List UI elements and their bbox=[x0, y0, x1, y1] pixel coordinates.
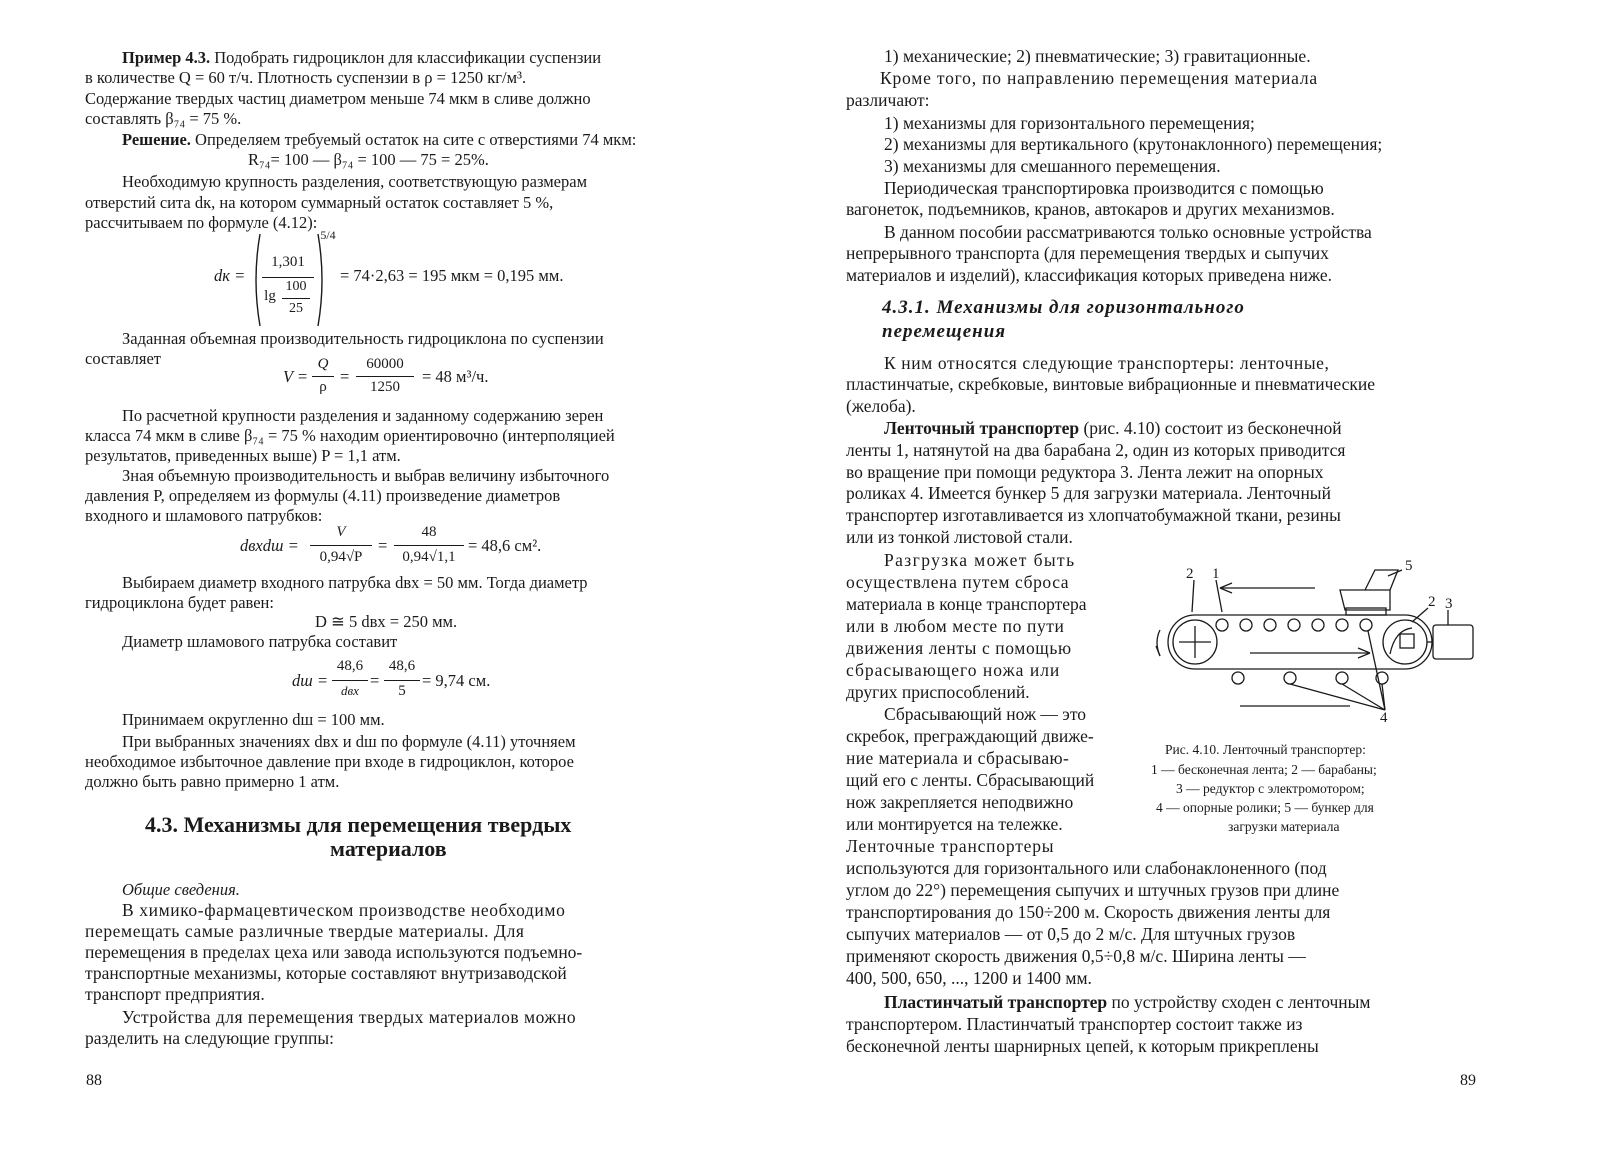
equation-residue: R₇₄= 100 — β₇₄ = 100 — 75 = 25%. bbox=[248, 150, 489, 169]
text-line: 400, 500, 650, ..., 1200 и 1400 мм. bbox=[846, 968, 1092, 988]
text-line: составлять β₇₄ = 75 %. bbox=[85, 109, 242, 128]
section-heading-cont: материалов bbox=[330, 836, 447, 861]
text-line: Ленточный транспортер (рис. 4.10) состоит из бесконечной bbox=[884, 418, 1342, 438]
text-line: Необходимую крупность разделения, соответствующую размерам bbox=[122, 172, 588, 191]
left-page: Пример 4.3. Подобрать гидроциклон для классификации суспензии в количестве Q = 60 т/ч. Плотность суспензии в ρ = 1250 кг/м³. Содержание твердых частиц диаметром меньше 74 мкм в сливе должно составлять β₇₄ = 75 %. Решение. Определяем требуемый остаток на сите с отверстиями 74 мкм: R₇₄= 100 — β₇₄ = 100 — 75 = 25%. Необходимую крупность разделения, соответствующую размерам отверстий сита dк, на котором суммарный остаток составляет 5 %, рассчитываем по формуле (4.12): dк = 1,301 lg 100 25 5/4 = 74·2,63 = 195 мкм = 0,195 мм. Заданная объемная производительность гидроциклона по суспензии составляет V = Q ρ = 60000 1250 = 48 м³/ч. По расчетной крупности разделения и заданному содержанию зерен класса 74 мкм в сливе β₇₄ = 75 % находим ориентировочно (интерполяцией результатов, приведенных выше) P = 1,1 атм. Зная объемную производительность и выбрав величину избыточного давления P, определяем из формулы (4.11) произведение диаметров входного и шламового патрубков: dвхdш = V 0,94√P = 48 0,94√1,1 = 48,6 см². Выбираем диаметр входного патрубка dвх = 50 мм. Тогда диаметр гидроциклона будет равен: D ≅ 5 dвх = 250 мм. Диаметр шламового патрубка составит dш = 48,6 dвх = 48,6 5 = 9,74 см. Принимаем округленно dш = 100 мм. При выбранных значениях dвх и dш по формуле (4.11) уточняем необходимое избыточное давление при входе в гидроциклон, которое должно быть равно примерно 1 атм. 4.3. Механизмы для перемещения твердых материалов Общие сведения. В химико-фармацевтическом производстве необходимо перемещать самые различные твердые материалы. Для перемещения в пределах цеха или завода используются подъемно- транспортные механизмы, которые составляют внутризаводской транспорт предприятия. Устройства для перемещения твердых материалов можно разделить на следующие группы: 88 bbox=[85, 48, 637, 1089]
fig-label-2b: 2 bbox=[1428, 594, 1436, 610]
text-line: материала в конце транспортера bbox=[846, 594, 1087, 614]
text-line: транспортирования до 150÷200 м. Скорость движения ленты для bbox=[846, 902, 1331, 922]
text-line: Кроме того, по направлению перемещения материала bbox=[880, 68, 1318, 88]
text-line: Зная объемную производительность и выбрав величину избыточного bbox=[122, 466, 610, 485]
text-line: гидроциклона будет равен: bbox=[85, 593, 274, 612]
drum-right bbox=[1383, 620, 1427, 664]
fig-label-3: 3 bbox=[1445, 596, 1453, 612]
text-line: отверстий сита dк, на котором суммарный остаток составляет 5 %, bbox=[85, 193, 554, 212]
example-label: Пример 4.3. bbox=[122, 48, 211, 67]
figure-caption-line: 4 — опорные ролики; 5 — бункер для bbox=[1156, 800, 1374, 815]
text-line: перемещать самые различные твердые материалы. Для bbox=[85, 921, 525, 941]
figure-caption-title: Рис. 4.10. Ленточный транспортер: bbox=[1165, 742, 1366, 757]
text-line: 2) механизмы для вертикального (крутонаклонного) перемещения; bbox=[884, 134, 1383, 154]
text-line: непрерывного транспорта (для перемещения твердых и сыпучих bbox=[846, 243, 1329, 263]
text-line: К ним относятся следующие транспортеры: ленточные, bbox=[884, 353, 1330, 373]
equation-diameter: D ≅ 5 dвх = 250 мм. bbox=[315, 612, 458, 631]
text-line: Устройства для перемещения твердых материалов можно bbox=[122, 1007, 577, 1027]
text-line: или в любом месте по пути bbox=[846, 616, 1065, 636]
motor-shape bbox=[1433, 625, 1473, 659]
page-number: 88 bbox=[86, 1072, 102, 1089]
text-line: 3) механизмы для смешанного перемещения. bbox=[884, 156, 1221, 176]
text-line: должно быть равно примерно 1 атм. bbox=[85, 772, 340, 791]
text-line: или из тонкой листовой стали. bbox=[846, 527, 1073, 547]
text-line: вагонеток, подъемников, кранов, автокаров и других механизмов. bbox=[846, 199, 1335, 219]
right-page bbox=[800, 0, 1601, 1154]
fig-label-5: 5 bbox=[1405, 558, 1413, 574]
belt-conveyor-figure bbox=[1150, 550, 1490, 725]
text-line: В данном пособии рассматриваются только основные устройства bbox=[884, 222, 1372, 242]
text-line: Ленточные транспортеры bbox=[846, 836, 1055, 856]
text-line: ние материала и сбрасываю- bbox=[846, 748, 1070, 768]
text-line: во вращение при помощи редуктора 3. Лента лежит на опорных bbox=[846, 462, 1324, 482]
text-line: составляет bbox=[85, 349, 161, 368]
text-line: роликах 4. Имеется бункер 5 для загрузки материала. Ленточный bbox=[846, 483, 1331, 503]
text-line: или монтируется на тележке. bbox=[846, 814, 1063, 834]
text-line: движения ленты с помощью bbox=[846, 638, 1072, 658]
figure-caption-line: 3 — редуктор с электромотором; bbox=[1176, 781, 1365, 796]
text-line: ленты 1, натянутой на два барабана 2, один из которых приводится bbox=[846, 440, 1346, 460]
text-line: Периодическая транспортировка производится с помощью bbox=[884, 178, 1324, 198]
text-line: Выбираем диаметр входного патрубка dвх = 50 мм. Тогда диаметр bbox=[122, 573, 588, 592]
text-line: транспортером. Пластинчатый транспортер состоит также из bbox=[846, 1014, 1303, 1034]
text-line: рассчитываем по формуле (4.12): bbox=[85, 213, 318, 232]
text-line: Принимаем округленно dш = 100 мм. bbox=[122, 710, 385, 729]
text-line: транспорт предприятия. bbox=[85, 984, 265, 1004]
text-line: осуществлена путем сброса bbox=[846, 572, 1070, 592]
text-line: Пример 4.3. Подобрать гидроциклон для классификации суспензии bbox=[122, 48, 602, 67]
text-line: 1) механические; 2) пневматические; 3) гравитационные. bbox=[884, 46, 1311, 66]
text-line: (желоба). bbox=[846, 396, 916, 416]
subsection-title: Общие сведения. bbox=[122, 880, 240, 899]
figure-caption-line: 1 — бесконечная лента; 2 — барабаны; bbox=[1151, 762, 1377, 777]
subsection-heading: 4.3.1. Механизмы для горизонтального bbox=[882, 297, 1245, 318]
text-line: При выбранных значениях dвх и dш по формуле (4.11) уточняем bbox=[122, 732, 576, 751]
text-line: Разгрузка может быть bbox=[884, 550, 1076, 570]
text-line: В химико-фармацевтическом производстве необходимо bbox=[122, 900, 566, 920]
text-line: материалов и изделий), классификация которых приведена ниже. bbox=[846, 265, 1333, 285]
text-line: различают: bbox=[846, 90, 930, 110]
text-line: 1) механизмы для горизонтального перемещения; bbox=[884, 113, 1255, 133]
text-line: скребок, преграждающий движе- bbox=[846, 726, 1094, 746]
text-line: других приспособлений. bbox=[846, 682, 1030, 702]
term-belt-conveyor: Ленточный транспортер bbox=[884, 418, 1080, 438]
text-line: перемещения в пределах цеха или завода используются подъемно- bbox=[85, 942, 583, 962]
text-line: сыпучих материалов — от 0,5 до 2 м/с. Для штучных грузов bbox=[846, 924, 1296, 944]
text-line: класса 74 мкм в сливе β₇₄ = 75 % находим ориентировочно (интерполяцией bbox=[85, 426, 615, 445]
text-line: результатов, приведенных выше) P = 1,1 атм. bbox=[85, 446, 401, 465]
subsection-heading-cont: перемещения bbox=[882, 321, 1007, 342]
text-line: углом до 22°) перемещения сыпучих и штучных грузов при длине bbox=[846, 880, 1340, 900]
text-line: щий его с ленты. Сбрасывающий bbox=[846, 770, 1095, 790]
text-line: Решение. Определяем требуемый остаток на сите с отверстиями 74 мкм: bbox=[122, 130, 637, 149]
text-line: Сбрасывающий нож — это bbox=[884, 704, 1086, 724]
text-line: входного и шламового патрубков: bbox=[85, 506, 323, 525]
text-line: Диаметр шламового патрубка составит bbox=[122, 632, 398, 651]
text-line: нож закрепляется неподвижно bbox=[846, 792, 1074, 812]
text-line: давления P, определяем из формулы (4.11) произведение диаметров bbox=[85, 486, 561, 505]
text-line: Пластинчатый транспортер по устройству сходен с ленточным bbox=[884, 992, 1371, 1012]
text-line: транспортер изготавливается из хлопчатобумажной ткани, резины bbox=[846, 505, 1341, 525]
text-line: сбрасывающего ножа или bbox=[846, 660, 1061, 680]
text-line: Заданная объемная производительность гидроциклона по суспензии bbox=[122, 329, 604, 348]
text-line: пластинчатые, скребковые, винтовые вибрационные и пневматические bbox=[846, 374, 1376, 394]
text-line: По расчетной крупности разделения и заданному содержанию зерен bbox=[122, 406, 604, 425]
text-line: разделить на следующие группы: bbox=[85, 1028, 334, 1048]
text-line: в количестве Q = 60 т/ч. Плотность суспензии в ρ = 1250 кг/м³. bbox=[85, 68, 527, 87]
text-line: необходимое избыточное давление при входе в гидроциклон, которое bbox=[85, 752, 574, 771]
figure-caption-line: загрузки материала bbox=[1228, 819, 1340, 834]
term-plate-conveyor: Пластинчатый транспортер bbox=[884, 992, 1108, 1012]
section-heading: 4.3. Механизмы для перемещения твердых bbox=[145, 812, 572, 837]
text-line: используются для горизонтального или слабонаклоненного (под bbox=[846, 858, 1327, 878]
fig-label-2: 2 bbox=[1186, 566, 1194, 582]
text-line: бесконечной ленты шарнирных цепей, к которым прикреплены bbox=[846, 1036, 1319, 1056]
text-line: применяют скорость движения 0,5÷0,8 м/с. Ширина ленты — bbox=[846, 946, 1306, 966]
text-line: транспортные механизмы, которые составляют внутризаводской bbox=[85, 963, 567, 983]
fig-label-4: 4 bbox=[1380, 710, 1388, 725]
solution-label: Решение. bbox=[122, 130, 191, 149]
page-number: 89 bbox=[1460, 1072, 1476, 1089]
text-line: Содержание твердых частиц диаметром меньше 74 мкм в сливе должно bbox=[85, 89, 591, 108]
hopper-shape bbox=[1340, 590, 1390, 610]
fig-label-1: 1 bbox=[1212, 566, 1220, 582]
